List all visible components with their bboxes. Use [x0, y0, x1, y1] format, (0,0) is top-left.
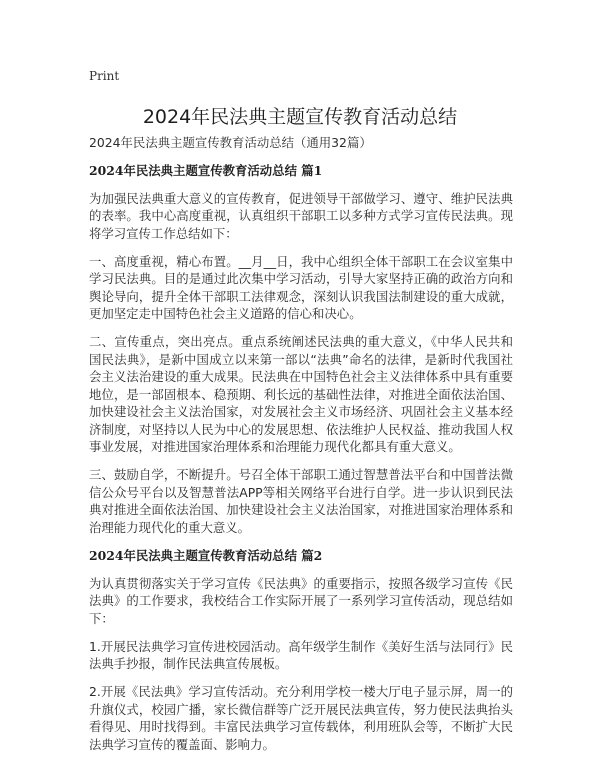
section-heading-1: 2024年民法典主题宣传教育活动总结 篇1 — [89, 162, 323, 178]
section-1-paragraph: 为加强民法典重大意义的宣传教育，促进领导干部做学习、遵守、维护民法典的表率。我中心高度重视，认真组织干部职工以多种方式学习宣传民法典。现将学习宣传工作总结如下： — [89, 190, 513, 241]
section-1-paragraph: 三、鼓励自学，不断提升。号召全体干部职工通过智慧普法平台和中国普法微信公众号平台以及智慧普法APP等相关网络平台进行自学。进一步认识到民法典对推进全面依法治国、加快建设社会主义法治国家，对推进国家治理体系和治理能力现代化的重大意义。 — [89, 467, 513, 535]
section-1-paragraph: 二、宣传重点，突出亮点。重点系统阐述民法典的重大意义，《中华人民共和国民法典》，是新中国成立以来第一部以“法典”命名的法律，是新时代我国社会主义法治建设的重大成果。民法典在中国特色社会主义法律体系中具有重要地位，是一部固根本、稳预期、利长远的基础性法律，对推进全面依法治国、加快建设社会主义法治国家，对发展社会主义市场经济、巩固社会主义基本经济制度，对坚持以人民为中心的发展思想、依法维护人民权益、推动我国人权事业发展，对推进国家治理体系和治理能力现代化都具有重大意义。 — [89, 334, 513, 454]
section-1-paragraph: 一、高度重视，精心布置。__月__日，我中心组织全体干部职工在会议室集中学习民法典。目的是通过此次集中学习活动，引导大家坚持正确的政治方向和舆论导向，提升全体干部职工法律观念，深刻认识我国法制建设的重大成就，更加坚定走中国特色社会主义道路的信心和决心。 — [89, 253, 513, 321]
document-subtitle: 2024年民法典主题宣传教育活动总结（通用32篇） — [89, 135, 372, 150]
section-2-paragraph: 1.开展民法典学习宣传进校园活动。高年级学生制作《美好生活与法同行》民法典手抄报，制作民法典宣传展板。 — [89, 638, 513, 671]
section-2-paragraph: 2.开展《民法典》学习宣传活动。充分利用学校一楼大厅电子显示屏，周一的升旗仪式，校园广播，家长微信群等广泛开展民法典宣传，努力使民法典抬头看得见、用时找得到。丰富民法典学习宣传载体，利用班队会等，不断扩大民法典学习宣传的覆盖面、影响力。 — [89, 684, 513, 752]
print-link[interactable]: Print — [89, 69, 120, 83]
document-title: 2024年民法典主题宣传教育活动总结 — [142, 106, 458, 128]
document-body — [89, 134, 513, 764]
section-2-paragraph: 为认真贯彻落实关于学习宣传《民法典》的重要指示，按照各级学习宣传《民法典》的工作要求，我校结合工作实际开展了一系列学习宣传活动，现总结如下： — [89, 575, 513, 626]
section-heading-2: 2024年民法典主题宣传教育活动总结 篇2 — [89, 547, 323, 563]
